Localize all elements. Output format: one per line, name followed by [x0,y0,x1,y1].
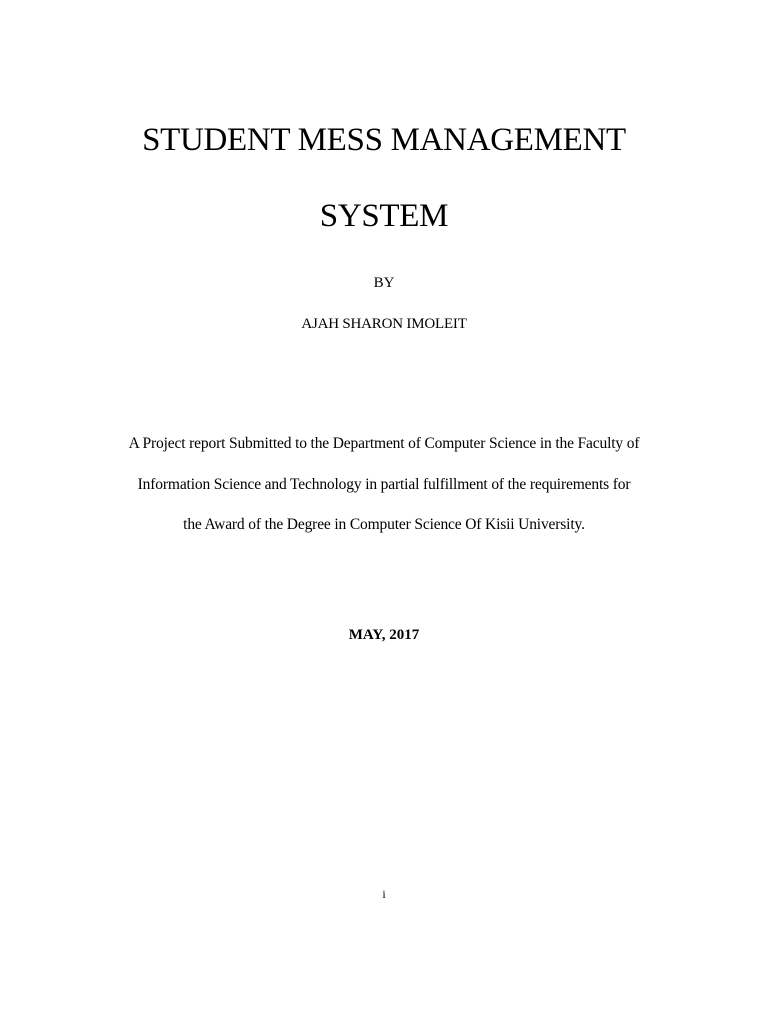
title-line-2: SYSTEM [319,198,449,234]
submission-date: MAY, 2017 [348,627,420,643]
page-number: i [382,887,386,901]
description-line-1: A Project report Submitted to the Department of Computer Science in the Faculty of [128,435,640,452]
author-name: AJAH SHARON IMOLEIT [301,316,467,332]
description-line-3: the Award of the Degree in Computer Science Of Kisii University. [183,516,585,533]
title-line-1: STUDENT MESS MANAGEMENT [142,122,626,158]
by-label: BY [373,275,395,291]
description-line-2: Information Science and Technology in partial fulfillment of the requirements for [137,476,631,493]
